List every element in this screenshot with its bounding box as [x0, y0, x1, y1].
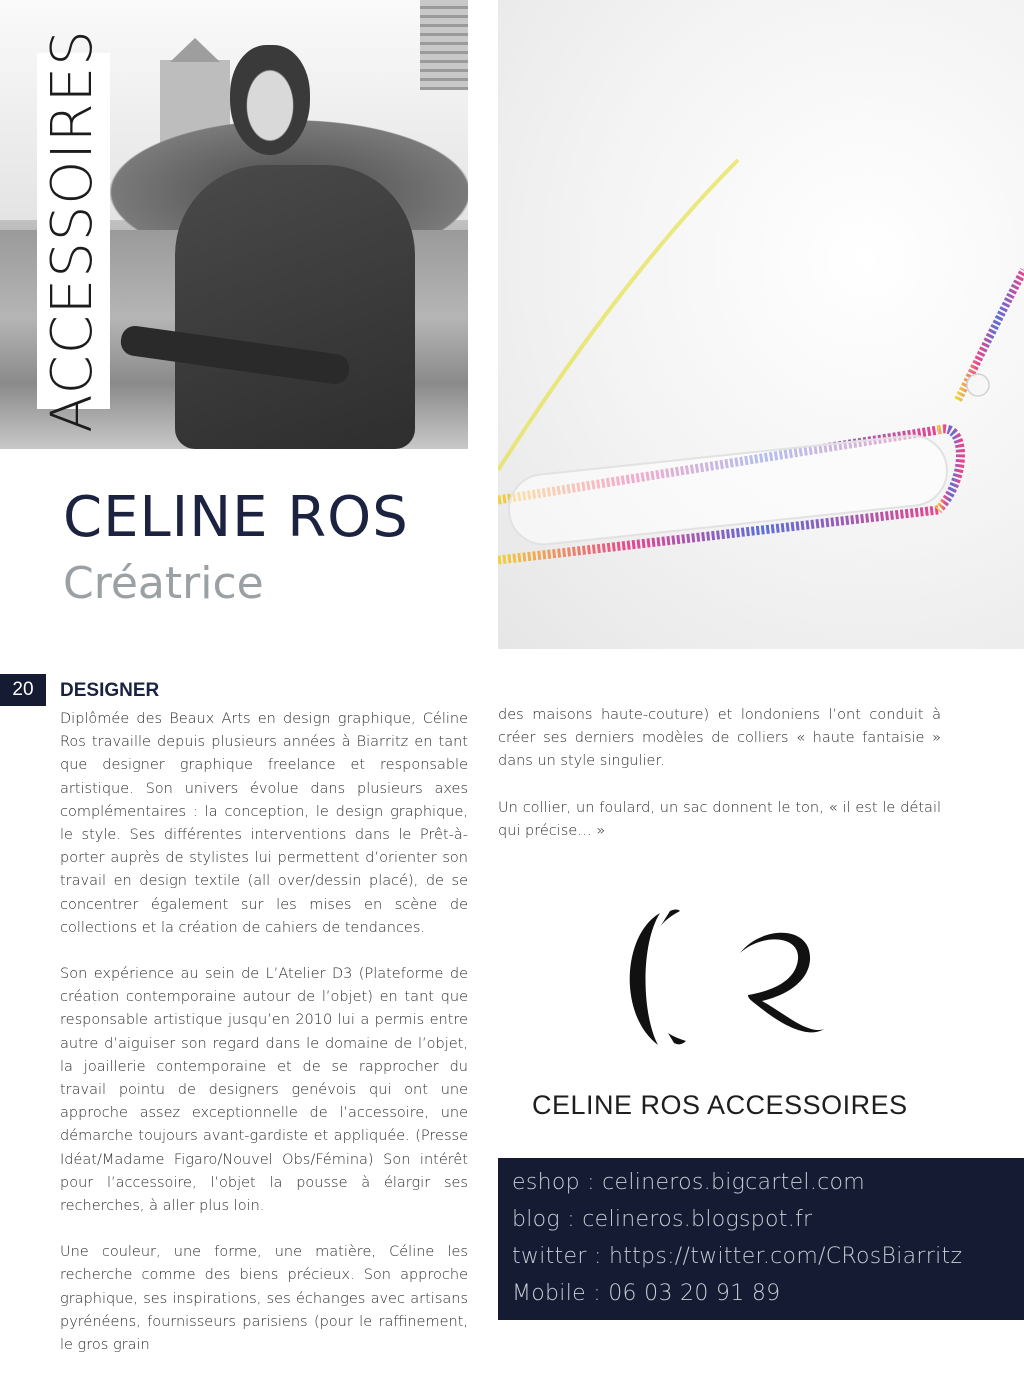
article-column-left	[60, 708, 468, 1380]
brand-name: CELINE ROS ACCESSOIRES	[532, 1090, 908, 1120]
designer-role: Créatrice	[63, 558, 264, 609]
section-heading: DESIGNER	[60, 680, 160, 701]
paragraph: Une couleur, une forme, une matière, Céline les recherche comme des biens précieux. Son approche graphique, ses inspirations, ses échanges avec artisans pyrénéens, fournisseurs parisiens (pour le raffinement, le gros grain	[60, 1244, 468, 1354]
photo-person	[175, 45, 415, 449]
paragraph: des maisons haute-couture) et londoniens l’ont conduit à créer ses derniers modèles de colliers « haute fantaisie » dans un style singulier.	[498, 707, 941, 770]
designer-name: CELINE ROS	[63, 485, 409, 550]
mobile-number: Mobile : 06 03 20 91 89	[512, 1281, 781, 1306]
contact-box	[498, 1158, 1024, 1320]
eshop-link[interactable]: eshop : celineros.bigcartel.com	[512, 1170, 866, 1195]
necklace-photo	[498, 0, 1024, 649]
side-label-text: ACCESSOIRES	[40, 29, 105, 433]
blog-link[interactable]: blog : celineros.blogspot.fr	[512, 1207, 813, 1232]
paragraph: Son expérience au sein de L’Atelier D3 (Plateforme de création contemporaine autour de l’objet) en tant que responsable artistique jusqu’en 2010 lui a permis entre autre d’aiguiser son regard dans le domaine de l’objet, la joaillerie contemporaine et de se rapprocher du travail pointu de designers genévois qui ont une approche assez exceptionnelle de l’accessoire, une démarche toujours avant-gardiste et appliquée. (Presse Idéat/Madame Figaro/Nouvel Obs/Fémina) Son intérêt pour l’accessoire, l’objet la pousse à élargir ses recherches, à aller plus loin.	[60, 966, 468, 1215]
article-column-right	[498, 704, 941, 866]
page-number: 20	[0, 674, 46, 706]
paragraph: Diplômée des Beaux Arts en design graphique, Céline Ros travaille depuis plusieurs années à Biarritz en tant que designer graphique freelance et responsable artistique. Son univers évolue dans plusieurs axes complémentaires : la conception, le design graphique, le style. Ses différentes interventions dans le Prêt-à-porter auprès de stylistes lui permettent d’orienter son travail en design textile (all over/dessin placé), de se concentrer également sur les mises en scène de collections et la création de cahiers de tendances.	[60, 711, 468, 936]
twitter-link[interactable]: twitter : https://twitter.com/CRosBiarritz	[512, 1244, 963, 1269]
photo-building	[420, 0, 468, 90]
section-side-label	[37, 29, 110, 433]
paragraph: Un collier, un foulard, un sac donnent le ton, « il est le détail qui précise… »	[498, 799, 941, 839]
cr-logo-icon	[612, 905, 842, 1055]
